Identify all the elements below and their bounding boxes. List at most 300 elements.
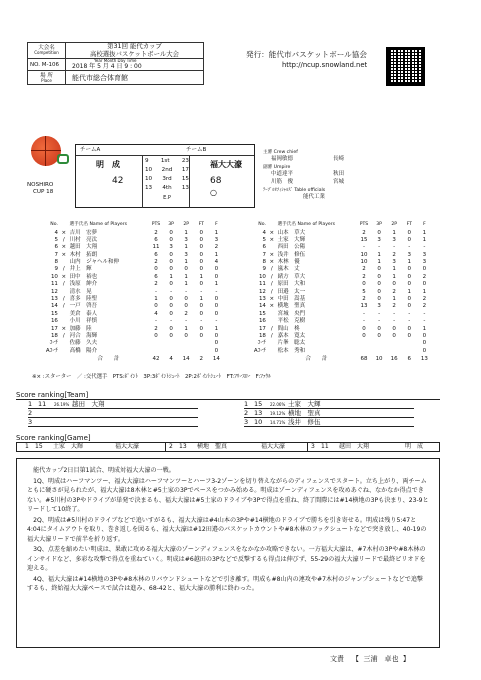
- player-2p: 1: [184, 281, 188, 288]
- player-number: 15: [50, 310, 58, 317]
- starter-mark: /: [62, 296, 65, 303]
- player-fouls: 2: [422, 303, 427, 310]
- player-number: ｺｰﾁ: [257, 340, 266, 347]
- player-pts: 0: [362, 333, 366, 339]
- player-ft: 0: [199, 310, 204, 317]
- player-number: 11: [50, 281, 58, 288]
- player-pts: 2: [362, 296, 366, 303]
- quarter-scores: [142, 156, 190, 208]
- player-3p: 0: [169, 236, 173, 243]
- player-pts: 11: [152, 244, 160, 251]
- total-f: 14: [212, 356, 220, 363]
- quarter-a-score: 10: [145, 176, 153, 182]
- player-number: 10: [50, 273, 58, 280]
- player-number: 8: [262, 259, 266, 266]
- player-2p: 0: [392, 325, 396, 332]
- player-3p: 0: [377, 266, 381, 273]
- player-3p: 0: [169, 281, 173, 288]
- starter-mark: ×: [61, 244, 67, 251]
- player-2p: 2: [392, 288, 396, 295]
- player-name: 浅井 修伍: [277, 251, 306, 258]
- player-row: [42, 259, 224, 266]
- player-row: [42, 281, 224, 288]
- player-name: 高橋 陽介: [69, 347, 98, 354]
- player-fouls: 2: [214, 244, 219, 251]
- rank-pct: 14.71%: [270, 420, 286, 425]
- game-rank-name: 横地 聖真: [197, 443, 228, 450]
- starter-mark: /: [270, 266, 273, 273]
- player-2p: 2: [184, 310, 188, 317]
- player-pts: 10: [360, 251, 368, 258]
- player-number: 10: [258, 273, 266, 280]
- rank-game-title: Score ranking[Game]: [16, 434, 91, 442]
- player-number: 14: [258, 303, 266, 310]
- umpire2-pref: 宮城: [333, 179, 345, 186]
- logo-line2: CUP 18: [33, 189, 54, 195]
- player-fouls: 0: [214, 266, 219, 273]
- player-3p: 0: [377, 229, 381, 236]
- player-pts: 4: [154, 310, 158, 317]
- rank-row: [28, 419, 198, 427]
- player-number: 6: [262, 244, 266, 251]
- player-fouls: 1: [422, 236, 427, 243]
- player-name: 河合 海輝: [69, 333, 98, 339]
- total-label: 合 計: [97, 356, 120, 363]
- player-fouls: -: [215, 288, 218, 295]
- quarter-row: [143, 176, 191, 182]
- team-a-total: 42: [112, 176, 124, 186]
- player-row: [42, 244, 224, 251]
- player-name: 横地 聖真: [277, 303, 306, 310]
- game-rank-pts: 15: [35, 443, 43, 450]
- rank-pts: 10: [254, 418, 263, 426]
- rank-row: [244, 401, 414, 409]
- starter-mark: ×: [269, 259, 275, 266]
- writer-label: 文責: [330, 655, 344, 663]
- player-row: [42, 340, 224, 347]
- player-ft: 0: [199, 325, 204, 332]
- date-head: Year Month Day Time: [94, 58, 137, 63]
- rank-row: [244, 410, 414, 418]
- player-number: 12: [50, 288, 58, 295]
- player-name: 美倉 泰人: [69, 310, 98, 317]
- player-2p: 3: [184, 236, 188, 243]
- team-a-label: チームA: [80, 147, 101, 153]
- rank-name: 土家 大輝: [288, 400, 321, 408]
- player-3p: 0: [169, 303, 173, 310]
- player-row: [250, 310, 432, 317]
- rank-num: 3: [244, 418, 249, 426]
- starter-mark: /: [270, 281, 273, 288]
- player-3p: 3: [377, 303, 381, 310]
- player-name: 加藤 陸: [69, 325, 92, 332]
- player-name: 井上 輝: [69, 266, 92, 273]
- team-b-name: 福大大濠: [210, 160, 242, 169]
- umpire1-name: 中道達平: [271, 170, 294, 177]
- event-label: 大会名: [38, 45, 55, 52]
- player-2p: 2: [392, 303, 396, 310]
- player-2p: 1: [392, 296, 396, 303]
- quarter-label: 1st: [160, 158, 170, 164]
- player-name: 吉川 宏夢: [69, 229, 98, 236]
- player-number: 4: [262, 229, 266, 236]
- player-fouls: 0: [422, 333, 427, 339]
- player-3p: 3: [169, 244, 173, 251]
- player-fouls: 3: [422, 251, 427, 258]
- total-3p: 4: [169, 356, 173, 363]
- player-number: 18: [258, 333, 266, 339]
- starter-mark: /: [62, 266, 65, 273]
- player-ft: 0: [407, 236, 412, 243]
- place-label-en: Place: [41, 77, 52, 83]
- player-name: 越田 大翔: [69, 244, 98, 251]
- player-name: 川村 亮汰: [69, 236, 98, 243]
- col-pts: PTS: [359, 221, 369, 227]
- player-3p: [372, 347, 387, 354]
- player-fouls: 0: [422, 281, 427, 288]
- player-ft: -: [200, 318, 203, 325]
- player-pts: 0: [154, 333, 158, 339]
- player-name: 喜多 陸聖: [69, 296, 98, 303]
- header-info-table: [27, 42, 204, 85]
- starter-mark: ×: [61, 251, 67, 258]
- player-3p: -: [378, 310, 381, 317]
- player-number: 16: [258, 318, 266, 325]
- player-pts: [356, 340, 371, 347]
- player-name: 松本 秀和: [277, 347, 306, 354]
- player-row: [250, 288, 432, 295]
- player-ft: -: [408, 318, 411, 325]
- total-2p: 14: [182, 356, 190, 363]
- player-number: 15: [258, 310, 266, 317]
- player-name: 木村 拓朗: [69, 251, 98, 258]
- crew-chief-name: 福岡敏德: [271, 156, 294, 163]
- player-3p: 0: [169, 333, 173, 339]
- rank-num: 1: [244, 400, 249, 408]
- player-3p: 0: [169, 296, 173, 303]
- quarter-a-score: 10: [145, 167, 153, 173]
- player-ft: 0: [199, 244, 204, 251]
- starter-mark: ×: [269, 296, 275, 303]
- player-fouls: 0: [422, 340, 427, 347]
- rank-row: [28, 401, 198, 409]
- player-ft: 0: [199, 303, 204, 310]
- player-row: [250, 347, 432, 354]
- col-ft: FT: [406, 221, 412, 227]
- col-name: 選手氏名 Name of Players: [277, 221, 336, 227]
- rank-team-title: Score ranking[Team]: [16, 391, 89, 399]
- player-2p: [387, 340, 402, 347]
- player-pts: 2: [362, 266, 366, 273]
- player-pts: 15: [360, 236, 368, 243]
- player-name: 平松 克樹: [277, 318, 306, 325]
- player-fouls: 0: [214, 310, 219, 317]
- player-number: 18: [50, 333, 58, 339]
- umpire2-name: 川筋 俊: [271, 179, 294, 186]
- player-fouls: 0: [214, 296, 219, 303]
- starter-mark: /: [270, 325, 273, 332]
- player-name: 土家 大輝: [277, 236, 306, 243]
- player-fouls: 0: [214, 340, 219, 347]
- player-2p: 1: [392, 229, 396, 236]
- quarter-a-score: 9: [145, 158, 149, 164]
- no-value: M-106: [41, 61, 59, 68]
- player-name: 嵐木 丈: [277, 266, 300, 273]
- player-ft: 0: [407, 303, 412, 310]
- player-row: [250, 332, 432, 339]
- quarter-b-score: 15: [181, 176, 189, 182]
- starter-mark: [267, 340, 277, 347]
- total-pts: 68: [360, 356, 368, 363]
- player-2p: 2: [392, 251, 396, 258]
- player-3p: 0: [377, 333, 381, 339]
- starter-mark: [267, 310, 277, 317]
- quarter-row: [143, 196, 191, 202]
- player-number: 12: [258, 288, 266, 295]
- player-ft: 0: [199, 266, 204, 273]
- total-label: 合 計: [305, 356, 328, 363]
- player-ft: 1: [199, 296, 204, 303]
- player-pts: -: [362, 310, 365, 317]
- quarter-row: [143, 167, 191, 173]
- rank-num: 1: [28, 400, 33, 408]
- game-rank-name: 越田 大翔: [339, 443, 370, 450]
- report-paragraph: 4Q、福大大濠は#14横地の3Pや#8木林のリバウンドシュートなどで引き離す。明成も#8山内の連攻や#7木村のジャンプシュートなどで追撃するも、終始福大大濠ペースで試合は進み、68-42と、福大大濠の勝利に終わった。: [27, 575, 424, 592]
- player-3p: [164, 340, 179, 347]
- player-row: [42, 229, 224, 236]
- no-label: NO.: [30, 61, 40, 68]
- player-number: 5: [262, 236, 266, 243]
- player-row: [250, 273, 432, 280]
- player-row: [42, 236, 224, 243]
- player-2p: 1: [184, 244, 188, 251]
- umpire1-pref: 秋田: [333, 170, 345, 177]
- player-fouls: 1: [214, 251, 219, 258]
- rank-name: 横地 聖真: [288, 409, 321, 417]
- player-fouls: 0: [214, 347, 219, 354]
- player-ft: 1: [199, 273, 204, 280]
- starter-mark: [59, 259, 69, 266]
- player-row: [42, 288, 224, 295]
- team-a-name: 明 成: [96, 160, 120, 169]
- player-number: ｺｰﾁ: [49, 340, 58, 347]
- writer-name: 三浦 卓也: [363, 655, 399, 663]
- rank-pct: 19.12%: [270, 411, 286, 416]
- player-2p: 0: [184, 296, 188, 303]
- total-ft: 2: [199, 356, 204, 363]
- rank-num: 2: [244, 409, 249, 417]
- player-name: 中田 嵩基: [277, 296, 306, 303]
- player-name: 田邉 太一: [277, 288, 306, 295]
- place-label: 場 所: [40, 72, 53, 79]
- player-2p: -: [393, 310, 396, 317]
- event-line1: 第31回 能代カップ: [107, 42, 162, 51]
- player-row: [250, 281, 432, 288]
- starter-mark: ×: [269, 229, 275, 236]
- player-ft: 0: [199, 251, 204, 258]
- player-pts: 2: [154, 281, 158, 288]
- col-pts: PTS: [151, 221, 161, 227]
- player-3p: 1: [377, 259, 381, 266]
- player-3p: 0: [377, 273, 381, 280]
- player-number: 7: [54, 251, 58, 258]
- col-2p: 2P: [391, 221, 398, 227]
- player-2p: 3: [392, 259, 396, 266]
- player-pts: 2: [362, 273, 366, 280]
- player-ft: 0: [199, 229, 204, 236]
- total-3p: 10: [375, 356, 383, 363]
- player-row: [42, 296, 224, 303]
- officials-block: [263, 150, 433, 200]
- player-pts: -: [362, 318, 365, 325]
- player-ft: 0: [407, 296, 412, 303]
- player-ft: 0: [407, 273, 412, 280]
- table-officials-label: ﾃｰﾌﾞﾙｵﾌｨｼｬﾙｽﾞ Table officials: [263, 187, 326, 193]
- player-2p: 0: [392, 281, 396, 288]
- player-row: [42, 251, 224, 258]
- player-3p: 0: [169, 266, 173, 273]
- player-fouls: 1: [214, 281, 219, 288]
- player-3p: -: [378, 318, 381, 325]
- player-pts: 2: [154, 259, 158, 266]
- player-fouls: 2: [422, 296, 427, 303]
- player-row: [250, 229, 432, 236]
- player-ft: 1: [407, 288, 412, 295]
- col-no: No.: [258, 221, 266, 227]
- quarter-b-score: 23: [181, 158, 189, 164]
- player-3p: 0: [169, 325, 173, 332]
- rank-pct: 22.06%: [270, 402, 286, 407]
- table-officials-name: 能代工業: [303, 193, 326, 200]
- player-2p: [179, 340, 194, 347]
- rank-row: [244, 419, 414, 427]
- starter-mark: ×: [269, 251, 275, 258]
- player-row: [42, 318, 224, 325]
- player-name: 片峯 聡太: [277, 340, 306, 347]
- player-number: 13: [50, 296, 58, 303]
- player-ft: -: [408, 244, 411, 251]
- date-value: 2018 年 5 月 4 日 9 : 00: [72, 62, 142, 70]
- player-row: [250, 318, 432, 325]
- starter-mark: [59, 340, 69, 347]
- player-number: 5: [54, 236, 58, 243]
- rank-game-bar: [16, 442, 440, 452]
- player-3p: -: [378, 244, 381, 251]
- starter-mark: /: [62, 236, 65, 243]
- player-number: 9: [262, 266, 266, 273]
- player-fouls: 0: [214, 333, 219, 339]
- player-fouls: -: [423, 318, 426, 325]
- player-pts: 2: [154, 325, 158, 332]
- player-pts: 5: [362, 288, 366, 295]
- report-paragraph: 能代カップ2日目第1試合、明成対福大大濠の一戦。: [27, 467, 175, 474]
- player-pts: -: [362, 244, 365, 251]
- player-2p: 1: [392, 266, 396, 273]
- col-no: No.: [50, 221, 58, 227]
- player-number: Aｺｰﾁ: [253, 347, 266, 354]
- player-ft: [194, 347, 209, 354]
- player-2p: 1: [184, 273, 188, 280]
- rank-name: 越田 大翔: [72, 400, 105, 408]
- quarter-b-score: 13: [181, 185, 189, 191]
- player-row: [250, 303, 432, 310]
- player-number: 17: [258, 325, 266, 332]
- player-number: Aｺｰﾁ: [45, 347, 58, 354]
- player-2p: 1: [392, 273, 396, 280]
- player-ft: -: [200, 288, 203, 295]
- legend-text: ※× :スターター ／ :交代選手 PTS:ﾎﾟｲﾝﾄ 3P:3ﾎﾟｲﾝﾄｼｭｰﾄ 2P:2ﾎﾟｲﾝﾄｼｭｰﾄ FT:ﾌﾘｰｽﾛｰ F:ﾌｧｳﾙ: [32, 374, 271, 380]
- player-2p: [387, 347, 402, 354]
- col-name: 選手氏名 Name of Players: [69, 221, 128, 227]
- player-3p: -: [170, 318, 173, 325]
- site-url-link[interactable]: http://ncup.snowland.net: [282, 61, 368, 69]
- total-pts: 42: [152, 356, 160, 363]
- place-value: 能代市総合体育館: [66, 71, 204, 85]
- player-fouls: 3: [214, 236, 219, 243]
- publisher: 発行：能代市バスケットボール協会: [246, 50, 367, 59]
- player-number: 17: [50, 325, 58, 332]
- player-number: 16: [50, 318, 58, 325]
- player-number: 8: [54, 259, 58, 266]
- player-pts: 13: [360, 303, 368, 310]
- player-ft: 0: [199, 281, 204, 288]
- player-2p: 3: [392, 236, 396, 243]
- qr-code-icon: [386, 47, 425, 86]
- player-3p: 3: [377, 236, 381, 243]
- player-2p: -: [393, 318, 396, 325]
- quarter-label: 4th: [162, 185, 172, 191]
- player-pts: -: [154, 318, 157, 325]
- player-3p: [372, 340, 387, 347]
- player-ft: 0: [407, 333, 412, 339]
- col-ft: FT: [198, 221, 204, 227]
- player-fouls: 1: [214, 325, 219, 332]
- col-3p: 3P: [168, 221, 174, 227]
- player-number: 13: [258, 296, 266, 303]
- player-ft: [402, 340, 417, 347]
- player-2p: -: [393, 244, 396, 251]
- rank-name: 浅井 修伍: [288, 418, 321, 426]
- event-name-cell: [66, 43, 204, 59]
- player-2p: 1: [184, 259, 188, 266]
- player-number: 14: [50, 303, 58, 310]
- player-name: 浅原 紳介: [69, 281, 98, 288]
- player-name: 小川 祥慎: [69, 318, 98, 325]
- player-pts: -: [154, 288, 157, 295]
- starter-mark: /: [62, 303, 65, 310]
- player-fouls: -: [423, 244, 426, 251]
- player-row: [250, 251, 432, 258]
- player-row: [250, 259, 432, 266]
- player-row: [250, 266, 432, 273]
- logo-line1: NOSHIRO: [27, 182, 54, 188]
- player-fouls: 1: [422, 288, 427, 295]
- player-pts: 6: [154, 251, 158, 258]
- player-3p: 0: [169, 259, 173, 266]
- game-rank-num: 3: [311, 443, 315, 450]
- player-ft: [194, 340, 209, 347]
- player-pts: 1: [154, 296, 158, 303]
- player-ft: 0: [407, 281, 412, 288]
- game-report-box: [16, 458, 440, 648]
- player-2p: 0: [184, 266, 188, 273]
- player-pts: 0: [362, 325, 366, 332]
- player-3p: -: [170, 288, 173, 295]
- starter-mark: ×: [61, 229, 67, 236]
- starter-mark: [59, 318, 69, 325]
- rank-row: [28, 410, 198, 418]
- player-ft: 0: [199, 333, 204, 339]
